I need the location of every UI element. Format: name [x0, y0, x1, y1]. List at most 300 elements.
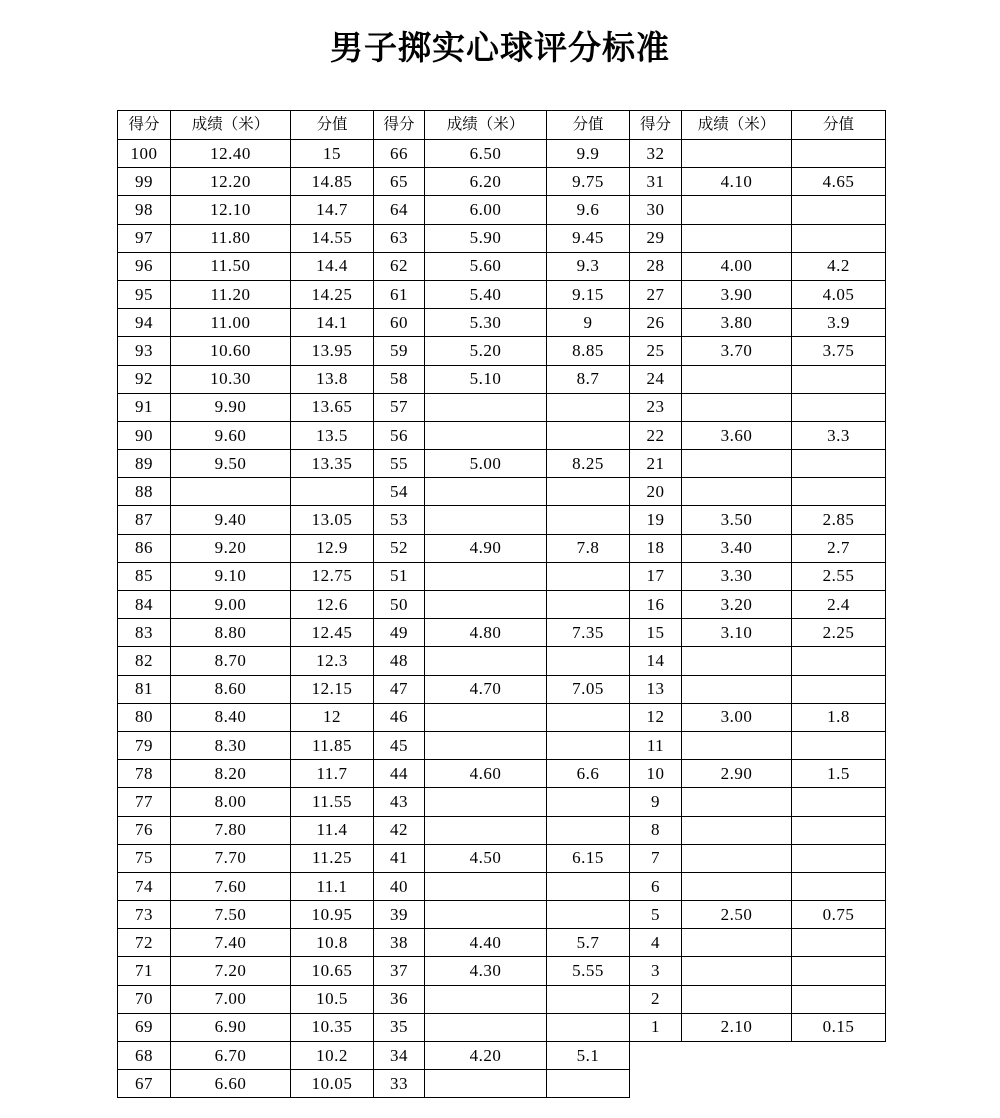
table-row — [118, 760, 886, 788]
table-body — [118, 140, 886, 1098]
cell-value-3: 4.2 — [792, 252, 886, 280]
cell-value-2: 5.7 — [547, 929, 630, 957]
cell-score-2: 36 — [374, 985, 425, 1013]
cell-score-2: 44 — [374, 760, 425, 788]
cell-value-1: 11.1 — [291, 872, 374, 900]
cell-value-2: 6.15 — [547, 844, 630, 872]
table-row — [118, 365, 886, 393]
cell-value-1: 11.7 — [291, 760, 374, 788]
cell-score-3: 12 — [630, 703, 682, 731]
cell-result-3: 3.40 — [682, 534, 792, 562]
cell-value-1 — [291, 478, 374, 506]
table-row — [118, 675, 886, 703]
cell-score-2: 56 — [374, 421, 425, 449]
cell-value-2: 9.3 — [547, 252, 630, 280]
cell-score-2: 45 — [374, 731, 425, 759]
cell-score-2: 66 — [374, 140, 425, 168]
cell-value-3 — [792, 393, 886, 421]
cell-score-3: 15 — [630, 619, 682, 647]
cell-value-2 — [547, 901, 630, 929]
cell-value-1: 12 — [291, 703, 374, 731]
cell-result-1: 6.60 — [171, 1070, 291, 1098]
table-row — [118, 985, 886, 1013]
cell-result-3 — [682, 478, 792, 506]
cell-result-2: 4.80 — [425, 619, 547, 647]
cell-value-3: 0.75 — [792, 901, 886, 929]
cell-score-2: 64 — [374, 196, 425, 224]
cell-value-2: 8.7 — [547, 365, 630, 393]
cell-value-2: 7.35 — [547, 619, 630, 647]
table-row — [118, 816, 886, 844]
cell-score-2: 63 — [374, 224, 425, 252]
cell-value-2 — [547, 816, 630, 844]
cell-result-1: 9.50 — [171, 450, 291, 478]
cell-result-3 — [682, 140, 792, 168]
cell-value-2 — [547, 478, 630, 506]
cell-value-1: 11.25 — [291, 844, 374, 872]
cell-absent — [682, 1070, 792, 1098]
cell-result-1: 8.60 — [171, 675, 291, 703]
cell-result-1: 9.10 — [171, 562, 291, 590]
cell-result-3 — [682, 450, 792, 478]
cell-score-3: 9 — [630, 788, 682, 816]
cell-value-2 — [547, 1070, 630, 1098]
cell-score-2: 60 — [374, 309, 425, 337]
cell-score-3: 27 — [630, 280, 682, 308]
table-row — [118, 140, 886, 168]
cell-score-2: 41 — [374, 844, 425, 872]
cell-result-2: 5.40 — [425, 280, 547, 308]
cell-result-1: 8.20 — [171, 760, 291, 788]
cell-absent — [630, 1042, 682, 1070]
cell-result-2 — [425, 901, 547, 929]
cell-result-2 — [425, 478, 547, 506]
cell-score-2: 34 — [374, 1042, 425, 1070]
cell-value-2 — [547, 506, 630, 534]
cell-score-3: 20 — [630, 478, 682, 506]
cell-value-1: 14.85 — [291, 168, 374, 196]
cell-score-3: 32 — [630, 140, 682, 168]
cell-value-1: 14.55 — [291, 224, 374, 252]
cell-result-1: 11.50 — [171, 252, 291, 280]
cell-value-3 — [792, 957, 886, 985]
cell-result-2 — [425, 731, 547, 759]
cell-result-1: 9.40 — [171, 506, 291, 534]
header-score-2: 得分 — [374, 111, 425, 140]
score-table-container — [117, 110, 885, 1098]
cell-score-2: 33 — [374, 1070, 425, 1098]
table-row — [118, 1042, 886, 1070]
cell-result-2 — [425, 421, 547, 449]
table-row — [118, 1013, 886, 1041]
cell-result-2: 5.30 — [425, 309, 547, 337]
cell-result-2: 5.00 — [425, 450, 547, 478]
cell-value-2: 9.9 — [547, 140, 630, 168]
cell-value-1: 13.65 — [291, 393, 374, 421]
cell-result-1: 9.60 — [171, 421, 291, 449]
cell-result-3: 2.90 — [682, 760, 792, 788]
cell-value-3 — [792, 731, 886, 759]
cell-absent — [792, 1070, 886, 1098]
header-value-2: 分值 — [547, 111, 630, 140]
table-row — [118, 337, 886, 365]
cell-score-3: 19 — [630, 506, 682, 534]
cell-value-3 — [792, 450, 886, 478]
cell-result-3 — [682, 816, 792, 844]
cell-value-3 — [792, 365, 886, 393]
cell-result-1: 10.30 — [171, 365, 291, 393]
cell-score-3: 16 — [630, 591, 682, 619]
cell-score-3: 18 — [630, 534, 682, 562]
cell-result-3 — [682, 844, 792, 872]
cell-value-1: 11.55 — [291, 788, 374, 816]
table-row — [118, 957, 886, 985]
table-row — [118, 929, 886, 957]
cell-score-2: 43 — [374, 788, 425, 816]
cell-value-3: 4.05 — [792, 280, 886, 308]
cell-result-2 — [425, 591, 547, 619]
cell-result-2: 6.50 — [425, 140, 547, 168]
cell-value-2: 9 — [547, 309, 630, 337]
cell-value-2: 8.85 — [547, 337, 630, 365]
cell-value-1: 13.8 — [291, 365, 374, 393]
cell-value-2 — [547, 421, 630, 449]
cell-score-1: 96 — [118, 252, 171, 280]
cell-result-1: 7.60 — [171, 872, 291, 900]
cell-value-2: 7.8 — [547, 534, 630, 562]
cell-result-3: 3.80 — [682, 309, 792, 337]
cell-value-3: 2.55 — [792, 562, 886, 590]
cell-score-1: 68 — [118, 1042, 171, 1070]
cell-value-1: 12.6 — [291, 591, 374, 619]
cell-value-2 — [547, 591, 630, 619]
cell-result-1: 7.50 — [171, 901, 291, 929]
cell-score-2: 61 — [374, 280, 425, 308]
cell-result-3: 3.70 — [682, 337, 792, 365]
cell-result-3 — [682, 365, 792, 393]
cell-score-1: 99 — [118, 168, 171, 196]
cell-result-3 — [682, 731, 792, 759]
cell-value-1: 10.95 — [291, 901, 374, 929]
table-row — [118, 1070, 886, 1098]
cell-score-3: 4 — [630, 929, 682, 957]
cell-result-3: 2.10 — [682, 1013, 792, 1041]
cell-value-3: 1.8 — [792, 703, 886, 731]
cell-result-2 — [425, 816, 547, 844]
cell-result-3 — [682, 196, 792, 224]
cell-value-1: 14.1 — [291, 309, 374, 337]
cell-score-1: 97 — [118, 224, 171, 252]
cell-score-1: 87 — [118, 506, 171, 534]
cell-score-3: 6 — [630, 872, 682, 900]
cell-result-3 — [682, 788, 792, 816]
cell-score-2: 47 — [374, 675, 425, 703]
cell-result-1: 7.00 — [171, 985, 291, 1013]
score-standard-table — [117, 110, 886, 1098]
cell-score-2: 42 — [374, 816, 425, 844]
cell-result-2 — [425, 562, 547, 590]
cell-value-3 — [792, 675, 886, 703]
cell-score-2: 50 — [374, 591, 425, 619]
cell-result-2: 4.50 — [425, 844, 547, 872]
cell-result-2 — [425, 872, 547, 900]
cell-score-2: 35 — [374, 1013, 425, 1041]
cell-result-2 — [425, 788, 547, 816]
table-row — [118, 224, 886, 252]
cell-score-3: 5 — [630, 901, 682, 929]
cell-value-3: 2.7 — [792, 534, 886, 562]
cell-result-1: 7.70 — [171, 844, 291, 872]
header-result-2: 成绩（米） — [425, 111, 547, 140]
cell-result-1: 7.20 — [171, 957, 291, 985]
cell-result-3 — [682, 647, 792, 675]
table-row — [118, 703, 886, 731]
cell-score-1: 94 — [118, 309, 171, 337]
cell-score-2: 39 — [374, 901, 425, 929]
cell-result-3 — [682, 929, 792, 957]
cell-result-1: 12.20 — [171, 168, 291, 196]
table-row — [118, 506, 886, 534]
cell-score-1: 91 — [118, 393, 171, 421]
cell-score-1: 83 — [118, 619, 171, 647]
cell-value-1: 12.45 — [291, 619, 374, 647]
cell-score-2: 37 — [374, 957, 425, 985]
cell-result-3 — [682, 985, 792, 1013]
cell-result-3 — [682, 957, 792, 985]
table-row — [118, 421, 886, 449]
cell-value-2: 8.25 — [547, 450, 630, 478]
cell-score-1: 74 — [118, 872, 171, 900]
cell-result-1: 11.80 — [171, 224, 291, 252]
cell-value-3: 2.25 — [792, 619, 886, 647]
cell-score-3: 21 — [630, 450, 682, 478]
cell-result-2: 4.90 — [425, 534, 547, 562]
cell-score-2: 62 — [374, 252, 425, 280]
cell-value-1: 11.4 — [291, 816, 374, 844]
cell-result-2 — [425, 647, 547, 675]
cell-value-3 — [792, 844, 886, 872]
cell-value-1: 10.8 — [291, 929, 374, 957]
cell-value-3: 2.4 — [792, 591, 886, 619]
cell-value-3 — [792, 140, 886, 168]
cell-result-3: 3.20 — [682, 591, 792, 619]
cell-score-2: 57 — [374, 393, 425, 421]
table-row — [118, 731, 886, 759]
cell-value-2 — [547, 647, 630, 675]
cell-value-3 — [792, 816, 886, 844]
cell-result-2 — [425, 393, 547, 421]
cell-result-2 — [425, 985, 547, 1013]
cell-result-1 — [171, 478, 291, 506]
cell-score-2: 48 — [374, 647, 425, 675]
cell-value-2 — [547, 703, 630, 731]
cell-result-1: 11.00 — [171, 309, 291, 337]
cell-score-1: 69 — [118, 1013, 171, 1041]
header-result-3: 成绩（米） — [682, 111, 792, 140]
cell-value-3 — [792, 788, 886, 816]
cell-value-2: 9.15 — [547, 280, 630, 308]
cell-score-2: 53 — [374, 506, 425, 534]
cell-score-3: 17 — [630, 562, 682, 590]
cell-result-1: 6.90 — [171, 1013, 291, 1041]
cell-value-3: 2.85 — [792, 506, 886, 534]
cell-score-3: 11 — [630, 731, 682, 759]
cell-result-3: 3.50 — [682, 506, 792, 534]
cell-result-3: 3.90 — [682, 280, 792, 308]
cell-value-1: 10.65 — [291, 957, 374, 985]
cell-result-1: 7.80 — [171, 816, 291, 844]
cell-score-2: 59 — [374, 337, 425, 365]
cell-result-2 — [425, 506, 547, 534]
cell-result-2: 4.70 — [425, 675, 547, 703]
table-row — [118, 280, 886, 308]
cell-value-1: 14.4 — [291, 252, 374, 280]
cell-value-2 — [547, 788, 630, 816]
cell-score-3: 29 — [630, 224, 682, 252]
cell-value-3: 3.3 — [792, 421, 886, 449]
cell-score-1: 95 — [118, 280, 171, 308]
cell-score-3: 31 — [630, 168, 682, 196]
cell-value-2 — [547, 393, 630, 421]
cell-score-1: 72 — [118, 929, 171, 957]
table-header — [118, 111, 886, 140]
cell-score-1: 77 — [118, 788, 171, 816]
table-row — [118, 478, 886, 506]
cell-result-3 — [682, 675, 792, 703]
cell-value-1: 10.35 — [291, 1013, 374, 1041]
cell-result-3: 3.60 — [682, 421, 792, 449]
cell-score-3: 2 — [630, 985, 682, 1013]
table-row — [118, 591, 886, 619]
cell-score-3: 3 — [630, 957, 682, 985]
cell-result-3: 2.50 — [682, 901, 792, 929]
cell-score-3: 26 — [630, 309, 682, 337]
cell-value-1: 10.5 — [291, 985, 374, 1013]
cell-score-1: 84 — [118, 591, 171, 619]
page-title: 男子掷实心球评分标准 — [330, 29, 670, 66]
cell-score-3: 14 — [630, 647, 682, 675]
cell-score-3: 22 — [630, 421, 682, 449]
cell-result-3 — [682, 872, 792, 900]
table-row — [118, 788, 886, 816]
cell-value-1: 13.05 — [291, 506, 374, 534]
cell-score-3: 23 — [630, 393, 682, 421]
cell-value-2: 9.45 — [547, 224, 630, 252]
cell-value-1: 12.15 — [291, 675, 374, 703]
cell-score-1: 71 — [118, 957, 171, 985]
cell-value-1: 13.5 — [291, 421, 374, 449]
cell-result-2: 4.30 — [425, 957, 547, 985]
cell-score-3: 1 — [630, 1013, 682, 1041]
cell-result-1: 7.40 — [171, 929, 291, 957]
cell-score-3: 7 — [630, 844, 682, 872]
cell-result-1: 12.40 — [171, 140, 291, 168]
cell-absent — [792, 1042, 886, 1070]
table-row — [118, 252, 886, 280]
table-row — [118, 647, 886, 675]
cell-value-1: 13.95 — [291, 337, 374, 365]
cell-result-3 — [682, 393, 792, 421]
table-row — [118, 450, 886, 478]
cell-score-3: 13 — [630, 675, 682, 703]
cell-score-1: 73 — [118, 901, 171, 929]
cell-value-1: 12.3 — [291, 647, 374, 675]
cell-score-3: 28 — [630, 252, 682, 280]
cell-score-2: 46 — [374, 703, 425, 731]
header-value-1: 分值 — [291, 111, 374, 140]
cell-result-1: 8.30 — [171, 731, 291, 759]
table-row — [118, 562, 886, 590]
cell-result-2: 5.10 — [425, 365, 547, 393]
cell-value-3 — [792, 929, 886, 957]
cell-result-1: 8.00 — [171, 788, 291, 816]
table-row — [118, 619, 886, 647]
cell-result-3: 3.30 — [682, 562, 792, 590]
cell-score-1: 85 — [118, 562, 171, 590]
header-result-1: 成绩（米） — [171, 111, 291, 140]
cell-result-1: 11.20 — [171, 280, 291, 308]
cell-score-1: 92 — [118, 365, 171, 393]
cell-value-1: 10.05 — [291, 1070, 374, 1098]
cell-value-2: 6.6 — [547, 760, 630, 788]
table-row — [118, 309, 886, 337]
cell-score-2: 65 — [374, 168, 425, 196]
table-row — [118, 168, 886, 196]
cell-value-2: 5.55 — [547, 957, 630, 985]
cell-value-3 — [792, 985, 886, 1013]
cell-value-1: 11.85 — [291, 731, 374, 759]
cell-result-3: 3.10 — [682, 619, 792, 647]
cell-score-2: 52 — [374, 534, 425, 562]
cell-score-1: 78 — [118, 760, 171, 788]
cell-score-2: 54 — [374, 478, 425, 506]
cell-score-3: 8 — [630, 816, 682, 844]
cell-result-2: 4.60 — [425, 760, 547, 788]
cell-score-1: 81 — [118, 675, 171, 703]
cell-score-3: 30 — [630, 196, 682, 224]
cell-value-2 — [547, 1013, 630, 1041]
cell-result-3: 4.10 — [682, 168, 792, 196]
table-row — [118, 872, 886, 900]
cell-value-3: 1.5 — [792, 760, 886, 788]
cell-score-1: 98 — [118, 196, 171, 224]
cell-result-1: 12.10 — [171, 196, 291, 224]
cell-value-2: 9.75 — [547, 168, 630, 196]
cell-score-2: 58 — [374, 365, 425, 393]
cell-score-1: 93 — [118, 337, 171, 365]
cell-absent — [682, 1042, 792, 1070]
cell-value-2: 9.6 — [547, 196, 630, 224]
cell-result-2 — [425, 703, 547, 731]
table-row — [118, 534, 886, 562]
cell-value-3 — [792, 872, 886, 900]
cell-result-1: 8.70 — [171, 647, 291, 675]
cell-value-3 — [792, 647, 886, 675]
cell-result-1: 8.80 — [171, 619, 291, 647]
cell-value-3: 4.65 — [792, 168, 886, 196]
cell-value-2 — [547, 872, 630, 900]
cell-score-3: 25 — [630, 337, 682, 365]
cell-result-2: 5.20 — [425, 337, 547, 365]
cell-value-2 — [547, 985, 630, 1013]
cell-value-1: 10.2 — [291, 1042, 374, 1070]
cell-value-1: 14.7 — [291, 196, 374, 224]
cell-value-3 — [792, 478, 886, 506]
cell-score-2: 55 — [374, 450, 425, 478]
cell-value-2 — [547, 562, 630, 590]
cell-score-1: 80 — [118, 703, 171, 731]
cell-value-3: 3.75 — [792, 337, 886, 365]
